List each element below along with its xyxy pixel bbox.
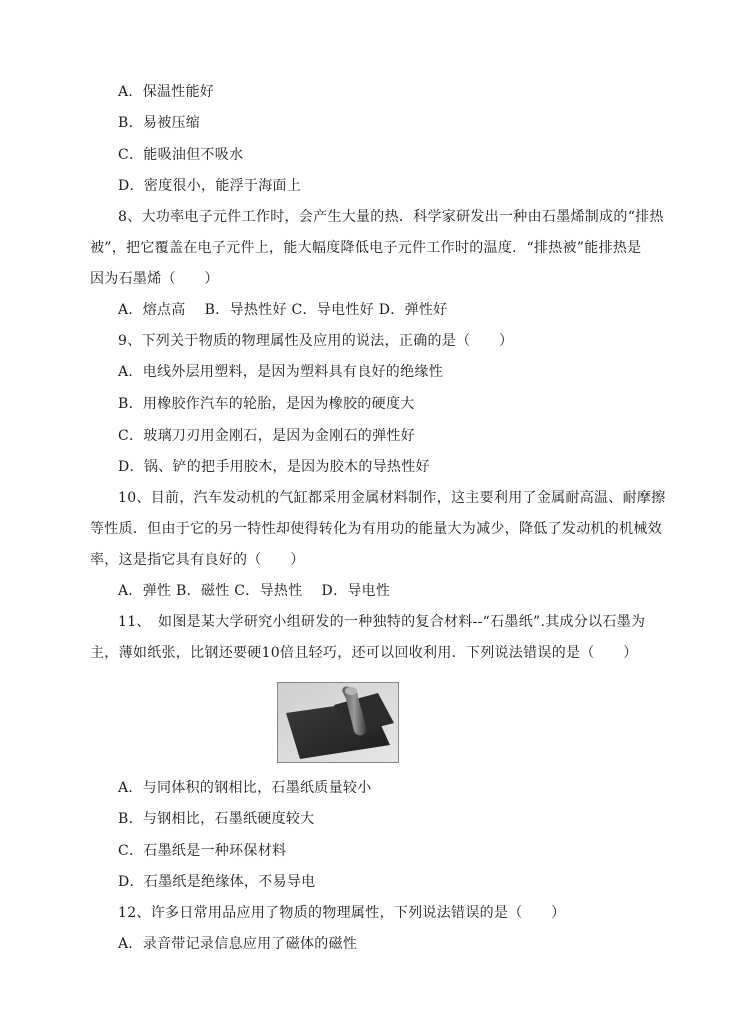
q11-option-c: C．石墨纸是一种环保材料 xyxy=(118,843,287,859)
q9-option-d: D．锅、铲的把手用胶木，是因为胶木的导热性好 xyxy=(118,459,430,475)
q10-options: A．弹性 B．磁性 C．导热性 D．导电性 xyxy=(118,583,391,599)
q10-stem-line-2: 等性质．但由于它的另一特性却使得转化为有用功的能量大为减少，降低了发动机的机械效 xyxy=(90,521,662,537)
q11-stem-line-1: 11、 如图是某大学研究小组研发的一种独特的复合材料--“石墨纸”.其成分以石墨为 xyxy=(118,614,646,630)
q7-option-d: D．密度很小，能浮于海面上 xyxy=(118,178,302,194)
q9-option-c: C．玻璃刀刃用金刚石，是因为金刚石的弹性好 xyxy=(118,428,416,444)
q12-option-a: A．录音带记录信息应用了磁体的磁性 xyxy=(118,936,358,952)
graphite-paper-illustration xyxy=(278,683,398,762)
q11-option-a: A．与同体积的钢相比，石墨纸质量较小 xyxy=(118,780,372,796)
graphite-paper-photo xyxy=(277,682,399,763)
q8-stem-line-2: 被”，把它覆盖在电子元件上，能大幅度降低电子元件工作时的温度．“排热被”能排热是 xyxy=(90,240,642,256)
q7-option-a: A．保温性能好 xyxy=(118,84,215,100)
q9-stem: 9、下列关于物质的物理属性及应用的说法，正确的是（ ） xyxy=(118,333,514,349)
q8-options: A．熔点高 B．导热性好 C．导电性好 D．弹性好 xyxy=(118,302,448,318)
q10-stem-line-1: 10、目前，汽车发动机的气缸都采用金属材料制作，这主要利用了金属耐高温、耐摩擦 xyxy=(118,490,666,506)
q9-option-a: A．电线外层用塑料，是因为塑料具有良好的绝缘性 xyxy=(118,364,444,380)
q9-option-b: B．用橡胶作汽车的轮胎，是因为橡胶的硬度大 xyxy=(118,396,415,412)
q10-stem-line-3: 率，这是指它具有良好的（ ） xyxy=(90,552,305,568)
q11-option-d: D．石墨纸是绝缘体，不易导电 xyxy=(118,874,316,890)
q12-stem: 12、许多日常用品应用了物质的物理属性，下列说法错误的是（ ） xyxy=(118,905,566,921)
q7-option-b: B．易被压缩 xyxy=(118,115,201,131)
q8-stem-line-3: 因为石墨烯（ ） xyxy=(90,271,219,287)
q8-stem-line-1: 8、大功率电子元件工作时，会产生大量的热．科学家研发出一种由石墨烯制成的“排热 xyxy=(118,209,664,225)
q7-option-c: C．能吸油但不吸水 xyxy=(118,147,244,163)
q11-stem-line-2: 主，薄如纸张，比钢还要硬10倍且轻巧，还可以回收利用．下列说法错误的是（ ） xyxy=(90,645,638,661)
q11-option-b: B．与钢相比，石墨纸硬度较大 xyxy=(118,811,315,827)
